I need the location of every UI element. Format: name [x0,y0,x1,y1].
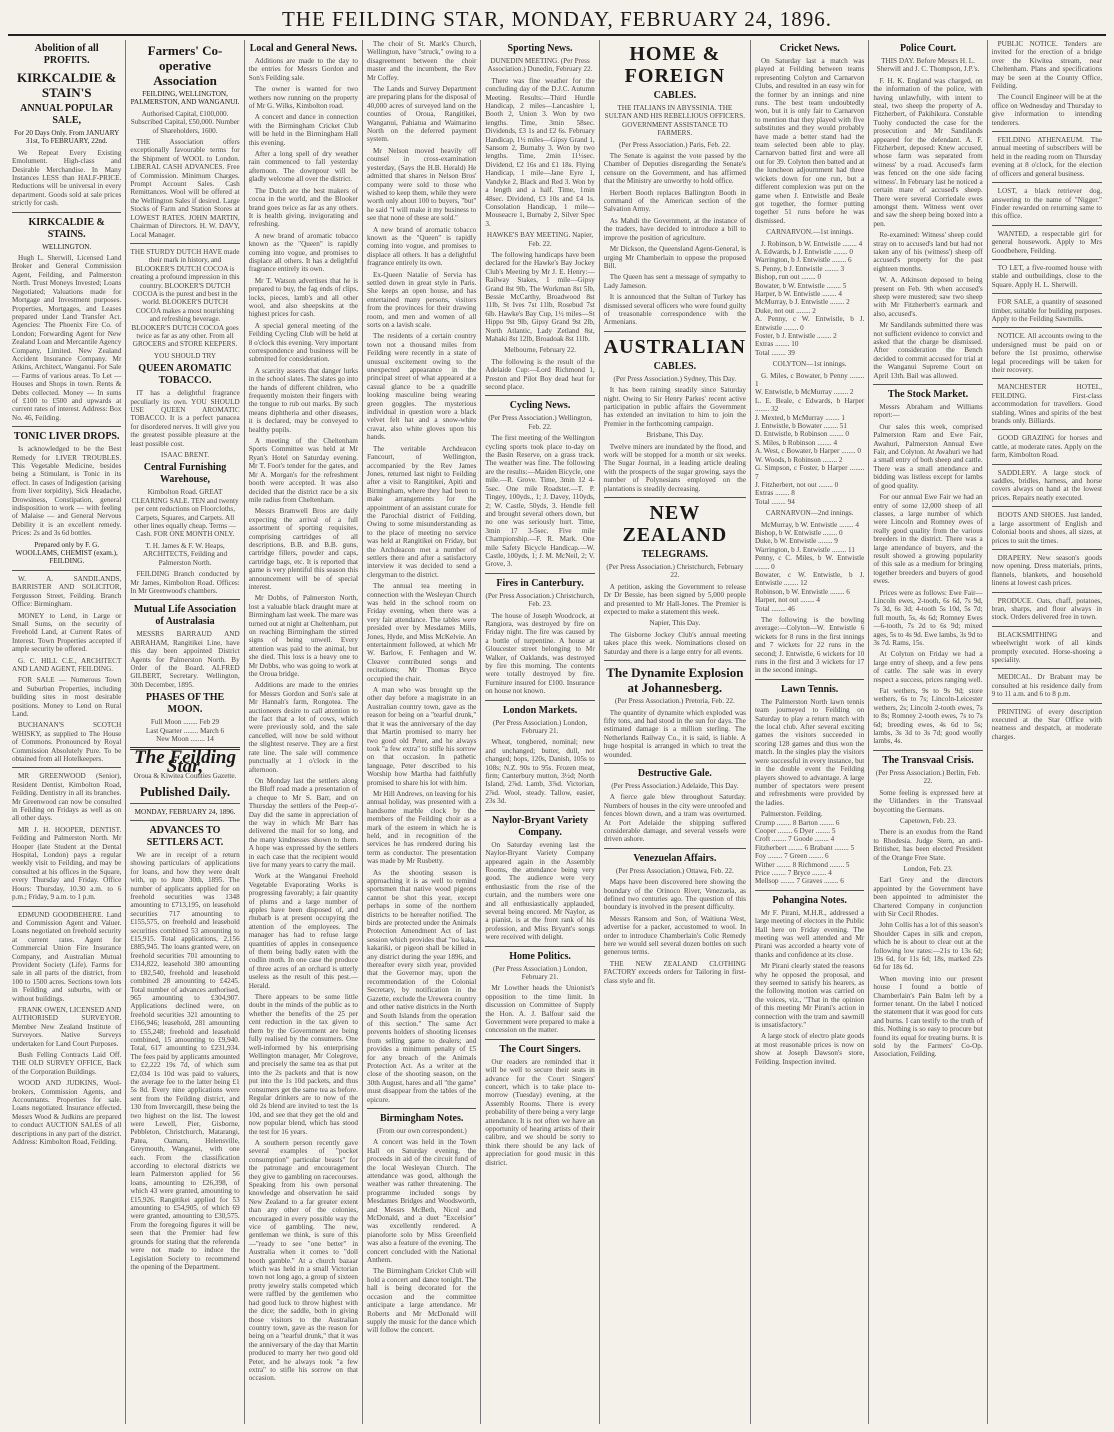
heading: KIRKCALDIE & STAIN'S [17,70,117,100]
text: WELLINGTON. [42,242,92,251]
heading: Venezuelan Affairs. [633,852,717,864]
column-5: Sporting News. DUNEDIN MEETING. (Per Press Association.) Dunedin, February 22. There was fine weather for the concluding day of the D.J.C. Autumn Meeting. Results:—Third Hurdle Handicap, 2 miles—Lancashire 1, Booth 2, Union 3. Won by two lengths. Time, 3min 58sec. Dividends, £3 1s and £2 6s. February Handicap, 1½ miles—Gipsy Grand 1, Sansom 2, Burnaby 3. Won by two lengths. Time, 2min 11½sec. Dividend, £2 16s and £1 18s. Flying Handicap, 1 mile—Jane Eyre 1, Vandyke 2, Black and Red 3. Won by a length and a half. Time, 1min 48sec. Dividend, £3 10s and £4 1s. Consolation Handicap, 1 mile—Mouseacre 1, Burnaby 2, Silver Spec 3. HAWKE'S BAY MEETING. Napier, Feb. 22. The following handicaps have been declared for the Hawke's Bay Jockey Club's Meeting by Mr J. E. Henry:— Railway Stakes, 1 mile—Gipsy Grand 8st 9lb, The Workman 8st 5lb, Bessie McCarthy, Broadwood 8st 11lb, St Ives 7st 11lb, Rosebud 7st 6lb. Hawke's Bay Cup, 1½ miles—St Hippo 9st 9lb, Gipsy Grand 9st 2lb, North Atlantic, Lady Zetland 8st, Mahaki 8st 12lb, Broadoak 8st 11lb. Melbourne, February 22. The following is the result of the Adelaide Cup:—Lord Richmond 1, Preston and Pilot Boy dead heat for second place. Cycling News. (Per Press Association.) Wellington, Feb. 22. The first meeting of the Wellington cycling sports took place to-day on the Basin Reserve, on a grass track. The weather was fine. The following are the results:—Maiden Bicycle, one mile.—R. Grove. Time, 3min 12 4-5sec. One mile Roadster.—T. P. Tingey, 100yds., 1; J. Davey, 110yds, 2; W. Castle, 50yds, 3. Hendle fell and brought several others down, but no one was seriously hurt. Time, 3min 17 3-5sec. Five mile Championship.—F. R. Mark. One mile Safety Bicycle Handicap.—W. Castle, 100yds, 1; J. M. McNeil, 2; V. Grove, 3. Fires in Canterbury. (Per Press Association.) Christchurch, Feb. 23. The house of Joseph Woodcock, at Rangiora, was destroyed by fire on Friday night. The fire was caused by a bottle of turpentine. A house at Gloucester street belonging to Mr Walker, of Oaklands, was destroyed by fire this morning. The contents were totally destroyed by fire. Furniture insured for £100. Insurance on house not known. London Markets. (Per Press Association.) London, February 21. Wheat, tongbered, nominal; new and unchanged; butter, dull, not changed; hops, 120s, Danish, 105s to 108s; N.Z. 90s to 95s. Frozen meat, firm; Canterbury mutton, 3½d; North Island, 2⅞d. Lamb, 3⅞d. Victorian, 2⅞d. Wool, steady. Tallow, easier, 23s 3d. Naylor-Bryant Variety Company. On Saturday evening last the Naylor-Bryant Variety Company appeared again in the Assembly Rooms, the attendance being very good. The audience were very enthusiastic from the rise of the curtain, and the numbers were one and all enthusiastically applauded, several being encored. Mr Naylor, as a pianist, is at the front rank of his profession, and Miss Bryant's songs were received with delight. Home Politics. (Per Press Association.) London, February 21. Mr Lowther heads the Unionist's opposition to the time limit. In discussion on Committee of Supply the Hon. A. J. Balfour said the Government were prepared to make a concession on the matter. The Court Singers. Our readers are reminded that it will be well to secure their seats in advance for the Court Singers' concert, which is to take place to-morrow (Tuesday) evening, at the Assembly Rooms. There is every probability of there being a very large attendance. It is not often we have an opportunity of hearing artists of their calibre, and we should be sorry to think there should be any lack of appreciation for good music in this district. [481,40,599,1424]
column-7: Cricket News. On Saturday last a match was played at Feilding between teams representing Colyton and Carnarvon Clubs, and resulted in an easy win for the former by an innings and nine runs. The best team undoubtedly won, but it is only fair to Carnarvon to mention that they played with five substitutes and they would probably have made a better stand had the team selected been able to play. Carnarvon batted first and were all out for 39. Colyton then batted and at the luncheon adjournment had three wickets down for one run, but a different complexion was put on the game when J. Entwistle and Beale got together, the former putting together 51 runs before he was dismissed. CARNARVON.—1st innings. J. Robinson, b W. Entwistle ........ 4 A. Edwards, b J. Entwistle ........ 0 Warrington, b J. Entwistle ........ 6 S. Penny, b J. Entwistle ........ 3 Bishop, run out ........ 0 Bowater, b W. Entwistle ........ 5 Harper, b W. Entwistle ........ 4 McMurray, b J. Entwistle ........ 2 Duke, not out ........ 2 A. Penny, c W. Entwistle, b J. Entwistle ........ 0 Foster, b J. Entwistle ........ 2 Extras ........ 10 Total ........ 39 COLYTON—1st innings. G. Miles, c Bowater, b Penny ........ 1 W. Entwistle, b McMurray ........ 2 L. E. Beale, c Edwards, b Harper ........ 32 J. Mexted, b McMurray ........ 1 J. Entwistle, b Bowater ........ 51 D. Entwistle, b Robinson ........ 0 S. Miles, b Robinson ........ 4 A. West, c Bowater, b Harper ........ 0 W. Woods, b Robinson ........ 2 G. Simpson, c Foster, b Harper ........ 7 J. Fitzherbert, not out ........ 0 Extras ........ 8 Total ........ 94 CARNARVON—2nd innings. McMurray, b W. Entwistle ........ 4 Bishop, b W. Entwistle ........ 0 Duke, b W. Entwistle ........ 9 Warrington, b J. Entwistle ........ 11 Penny, c C. Miles, b W. Entwistle ........ 0 Bowater, c W. Entwistle, b J. Entwistle ........ 12 Robinson, b W. Entwistle ........ 6 Harper, not out ........ 4 Total ........ 46 The following is the bowling average:—Colyton—W. Entwistle 6 wickets for 8 runs in the first innings and 7 wickets for 22 runs in the second; J. Entwistle, 6 wickets for 10 runs in the first and 3 wickets for 17 in the second innings. Lawn Tennis. The Palmerston North lawn tennis team journeyed to Feilding on Saturday to play a return match with the local club. After several exciting games the visitors succeeded in scoring 128 games and thus won the match. In the singles play the visitors were successful in every instance, but in the double event the Feilding players showed to advantage. A large number of spectators were present and refreshments were provided by the ladies. Palmerston. Feilding. Crump ........ 8 Barton ........ 6 Cooper ........ 6 Dyer ........ 5 Croft ........ 7 Goode ........ 4 Fitzherbert ........ 6 Brabant ........ 5 Foy ........ 7 Green ........ 6 Wither ........ 8 Richmond ........ 5 Price ........ 7 Bryce ........ 4 Mellsop ........ 7 Graves ........ 6 Pohangina Notes. Mr F. Pirani, M.H.R., addressed a large meeting of electors in the Public Hall here on Friday evening. The meeting was well attended and Mr Pirani was accorded a hearty vote of thanks and confidence at its close. Mr Pirani clearly stated the reasons why he opposed the proposal, and they seemed to satisfy his hearers, as the following motion was carried on the voices, viz., "That in the opinion of this meeting Mr Pirani's action in connection with the tram and sawmill is unsatisfactory." A large stock of electro plate goods at most reasonable prices is now on show at Joseph Dawson's store, Feilding. Inspection invited. [751,40,869,1424]
heading: Pohangina Notes. [772,894,847,906]
newspaper-logo: The Feilding Star, [134,747,236,777]
columns [8,40,1106,1424]
heading: TONIC LIVER DROPS. [13,431,120,443]
heading: Sporting News. [507,43,573,54]
heading: QUEEN AROMATIC TOBACCO. [138,363,232,387]
heading: Abolition of all PROFITS. [34,43,99,66]
heading: NEW ZEALAND [622,502,728,547]
heading: CABLES. [653,360,697,372]
heading: HOME & FOREIGN [624,43,726,87]
heading: Fires in Canterbury. [496,577,584,589]
column-2: Farmers' Co-operative Association FEILDING, WELLINGTON, PALMERSTON, AND WANGANUI. Authorised Capital, £100,000. Subscribed Capital, £50,000. Number of Shareholders, 1600. THE Association offers exceptionally favourable terms for the Shipment of WOOL to London. LIBERAL CASH ADVANCES. Free of Commission. Minimum Charges. Prompt Account Sales. Cash Remittances. Wool will be offered at the Wellington Sales if desired. Large Stocks of Farm and Station Stores at LOWEST RATES. JOHN MARTIN, Chairman of Directors. H. W. DAVY, Local Manager. THE STURDY DUTCH HAVE made their mark in history, and BLOOKER'S DUTCH COCOA is creating a profound impression in this country. BLOOKER'S DUTCH COCOA is the purest and best in the world. BLOOKER'S DUTCH COCOA makes a most nourishing and refreshing beverage. BLOOKER'S DUTCH COCOA goes twice as far as any other. From all GROCERS and STORE KEEPERS. YOU SHOULD TRY QUEEN AROMATIC TOBACCO. IT has a delightful fragrance peculiarly its own. YOU SHOULD USE QUEEN AROMATIC TOBACCO. It is a perfect panacea for disordered nerves. It will give you the greatest possible pleasure at the least possible cost. ISAAC BRENT. Central Furnishing Warehouse, Kimbolton Road. GREAT CLEARING SALE. TEN and twenty per cent reductions on Floorcloths, Carpets, Squares, and Carpets. All other lines equally cheap. Terms — Cash. FOR ONE MONTH ONLY. T. H. James & F. W. Heaps, ARCHITECTS, Feilding and Palmerston North. FEILDING Branch conducted by Mr James, Kimbolton Road. Offices: In Mr Greenwood's chambers. Mutual Life Association of Australasia MESSRS BARRAUD AND ABRAHAM, Rangitikei Line, have this day been appointed District Agents for Palmerston North. By Order of the Board. ALFRED GILBERT, Secretary. Wellington, 30th December, 1895. PHASES OF THE MOON. Full Moon ........ Feb 29 Last Quarter ........ March 6 New Moon ........ 14 The Feilding Star, Oroua & Kiwitea Counties Gazette. Published Daily. MONDAY, FEBRUARY 24, 1896. ADVANCES TO SETTLERS ACT. We are in receipt of a return showing particulars of applications for loans, and how they were dealt with, up to June 30th, 1895. The number of applicants applied for on freehold securities was 1348 amounting to £713,195, on leasehold securities 717 amounting to £155,575, on freehold and leasehold securities combined 53 amounting to £15,915. Total applications, 2,156 £885,945. The loans granted were, on freehold securities 701 amounting to £314,822, leasehold 380 amounting to £82,540, freehold and leasehold combined 28 amounting to £4245. Total number of advances authorised, 965 amounting to £304,907. Applications declined were, on freehold securities 321 amounting to £166,946; leasehold, 281 amounting to £55,248; freehold and leasehold combined, 15 amounting to £9,940. Total, 617 amounting to £231,934. The fees paid by applicants amounted to £2,222 19s 7d, of which sum £2,034 1s 10d was paid to valuers, the average fee to the latter being £1 5s 8d. Every nine applications were sent from the Feilding district, and 130 from Invercargill, these being the two highest on the list. The lowest were Lewell, Pier, Gisborne, Pebbleton, Christchurch, Matarangi, Patea, Oamaru, Helensville, Greymouth, Wanganui, with one each. From the classification according to electoral districts we learn Palmerston applied for 56 loans, amounting to £26,398, of which 43 were granted, amounting to £15,926. Rangitikei applied for 53 amounting to £54,905, of which 69 were granted, amounting to £30,575. From the foregoing figures it will be seen that the Premier had few grounds for stating that the referenda were not made to induce the Legislation Society to recommend the opening of the Department. [126,40,244,1424]
heading: ANNUAL POPULAR SALE, [20,103,114,126]
heading: Cricket News. [779,43,840,54]
heading: London Markets. [502,704,578,716]
heading: Home Politics. [509,950,571,962]
heading: Cycling News. [509,400,571,412]
column-9: PUBLIC NOTICE. Tenders are invited for the erection of a bridge over the Kiwitea stream, near Cheltenham. Plans and specifications may be seen at the County Office, Feilding. The Council Engineer will be at the office on Wednesday and Thursday to give information to intending tenderers. FEILDING ATHENAEUM. The annual meeting of subscribers will be held in the reading room on Thursday evening at 8 o'clock, for the election of officers and general business. LOST, a black retriever dog, answering to the name of "Nigger." Finder rewarded on returning same to this office. WANTED, a respectable girl for general housework. Apply to Mrs Goodbehere, Feilding. TO LET, a five-roomed house with stable and outbuildings, close to the Square. Apply H. L. Sherwill. FOR SALE, a quantity of seasoned timber, suitable for building purposes. Apply to the Feilding Sawmills. NOTICE. All accounts owing to the undersigned must be paid on or before the 1st proximo, otherwise legal proceedings will be taken for their recovery. MANCHESTER HOTEL, FEILDING. First-class accommodation for travellers. Good stabling. Wines and spirits of the best brands only. Billiards. GOOD GRAZING for horses and cattle, at moderate rates. Apply on the farm, Kimbolton Road. SADDLERY. A large stock of saddles, bridles, harness, and horse covers always on hand at the lowest prices. Repairs neatly executed. BOOTS AND SHOES. Just landed, a large assortment of English and Colonial boots and shoes, all sizes, at prices to suit the times. DRAPERY. New season's goods now opening. Dress materials, prints, flannels, blankets, and household linens at lowest cash prices. PRODUCE. Oats, chaff, potatoes, bran, sharps, and flour always in stock. Orders delivered free in town. BLACKSMITHING and wheelwright work of all kinds promptly executed. Horse-shoeing a speciality. MEDICAL. Dr Brabant may be consulted at his residence daily from 9 to 11 a.m. and 6 to 8 p.m. PRINTING of every description executed at the Star Office with neatness and despatch, at moderate charges. [991,40,1102,741]
heading: Lawn Tennis. [781,683,839,695]
column-6: HOME & FOREIGN CABLES. THE ITALIANS IN ABYSSINIA. THE SULTAN AND HIS REBELLIOUS OFFICERS. GOVERNMENT ASSISTANCE TO FARMERS. (Per Press Association.) Paris, Feb. 22. The Senate is against the vote passed by the Chamber of Deputies disregarding the Senate's censure on the Government, and has affirmed that the Ministry are unworthy to hold office. Herbert Booth replaces Ballington Booth in command of the American section of the Salvation Army. As Mahdi the Government, at the instance of the traders, have decided to introduce a bill to improve the position of agriculture. Mr Dickson, the Queensland Agent-General, is urging Mr Chamberlain to oppose the proposed Bill. The Queen has sent a message of sympathy to Lady Jameson. It is announced that the Sultan of Turkey has dismissed several officers who were found guilty of treasonable correspondence with the Armenians. AUSTRALIAN CABLES. (Per Press Association.) Sydney, This Day. It has been raining steadily since Saturday night. Owing to Sir Henry Parkes' recent active participation in public affairs the Government has extended an invitation to him to join the Premier in the forthcoming campaign. Brisbane, This Day. Twelve miners are inundated by the flood, and work will be stopped for a month or six weeks. The Sugar Journal, in a leading article dealing with the prospects of the sugar growing, says the number of Polynesians employed on the plantations is steadily decreasing. NEW ZEALAND TELEGRAMS. (Per Press Association.) Christchurch, February 22. A petition, asking the Government to release Dr Dr Bessie, has been signed by 5,000 people and presented to Mr Hall-Jones. The Premier is expected to make a statement this week. Napier, This Day. The Gisborne Jockey Club's annual meeting takes place this week. Nominations closed on Saturday and there is a large entry for all events. The Dynamite Explosion at Johannesberg. (Per Press Association.) Pretoria, Feb. 22. The quantity of dynamite which exploded was fifty tons, and had stood in the sun for days. The estimated damage is a million sterling. The Netherlands Railway Co., it is said, is liable. A huge hospital is arranged in which to treat the wounded. Destructive Gale. (Per Press Association.) Adelaide, This Day. A fierce gale blew throughout Saturday. Numbers of houses in the city were unroofed and fences blown down, and a tram was overturned. At Port Adelaide the shipping suffered considerable damage, and several vessels were driven ashore. Venezuelan Affairs. (Per Press Association.) Ottawa, Feb. 22. Maps have been discovered here showing the boundary of the Orinoco River, Venezuela, as defined two centuries ago. The question of this boundary is involved in the present difficulty. Messrs Ransom and Son, of Waitiuna West, advertise for a packer, accustomed to wool. In order to introduce Chamberlain's Colic Remedy here we would sell several dozen bottles on such generous terms. THE NEW ZEALAND CLOTHING FACTORY exceeds orders for Tailoring in first-class style and fit. [600,40,751,1424]
heading: TELEGRAMS. [641,549,709,561]
heading: KIRKCALDIE & STAINS. [28,216,105,240]
column-3: Local and General News. Additions are made to the day to the entries for Messrs Gordon and Son's Feilding sale. The owner is wanted for two wethers now running on the property of Mr G. Wilks, Kimbolton road. A concert and dance in connection with the Birmingham Cricket Club will be held in the Birmingham Hall this evening. After a long spell of dry weather rain commenced to fall yesterday afternoon. The downpour will be gladly welcome all over the district. The Dutch are the best makers of cocoa in the world, and the Blooker brand goes twice as far as any others. It is health giving, invigorating and refreshing. A new brand of aromatic tobacco known as the "Queen" is rapidly coming into vogue, and promises to displace all others. It has a delightful fragrance entirely its own. Mr T. Watson advertises that he is prepared to buy, the fag ends of clips, locks, pieces, lamb's and all other wool, and also sheepskins at the highest prices for cash. A special general meeting of the Feilding Cycling Club will be held at 8 o'clock this evening. Very important correspondence and business will be submitted for consideration. A scarcity asserts that danger lurks in the school slates. The slates go into the hands of different children, who frequently moisten their fingers with the tongue to rub out marks. By such means diphtheria and other diseases, it is declared, may be conveyed to healthy pupils. A meeting of the Cheltenham Sports Committee was held at Mr Ryan's Hotel on Saturday evening. Mr T. Foot's tender for the gates, and Mr A. Morgan's for the refreshment booth were accepted. It was also decided that the district race be a six mile radius from Cheltenham. Messrs Bramwell Bros are daily expecting the arrival of a full assortment of sporting requisites, comprising cartridges of all descriptions, B.B. and B.B. guns, cartridge fillers, powder and caps, cartridge bags, etc. It is reported that game is very plentiful this season this announcement will be of special interest. Mr Dobbs, of Palmerston North, lost a valuable black draught mare at Birmingham last week. The mare was turned out at night at Cheltenham, put on reaching Birmingham the stirred signs of being unwell. Every attention was paid to the animal, but she died. This loss is a heavy one to Mr Dobbs, who was going to work at the Oroua bridge. Additions are made to the entries for Messrs Gordon and Son's sale at Mr Hannah's farm, Rongotea. The auctioneers desire to call attention to the fact that a lot of cows, which were previously sold, and the sale cancelled, will now be sold without the slightest reserve. They are a first rate line. The sale will commence punctually at 1 o'clock in the afternoon. On Monday last the settlers along the Bluff road made a presentation of a cheque to Mr S. Barr, and on Thursday the settlers of the Peep-o'-Day did the same in appreciation of the way in which Mr Barr has delivered the mail for so long, and the many kindnesses shown to them. A hope was expressed by the settlers in each case that the recipient would live for many years to carry the mail. Work at the Wanganui Freehold Vegetable Evaporating Works is progressing favorably; a fair quantity of plums and a large number of apples have been disposed of, and rhubarb is at present occupying the attention of the employees. The manager has had to refuse large quantities of apples in consequence of them being badly eaten with the codlin moth. In one case the produce of three acres of an orchard is utterly useless as the result of this pest.—Herald. There appears to be some little doubt in the minds of the public as to whether the benefits of the 25 per cent reduction in the tax given to them by the Government are being fully realised by the consumers. One well-informed by his enterprising Wellington manager, Mr Colegrove, and precisely the same tea as that put into the 2s packets and that is now put into the 1s 10d packets, and thus consumers get the same tea as before. Regular drinkers are to now of the old 2s blend are invited to test the 1s 10d, and see that they get the old and now popular blend, which has stood the test for 16 years. A southern person recently gave several examples of "pocket consumption" particular beasts" for the patronage and encouragement they give to gambling on racecourses. Speaking from his own personal knowledge and observation he said New Zealand to a far greater extent than any other of the colonies, encouraged in every possible way the vice of gambling. The new, gentleman we think, is sure of this—"ready to see "one better" in Australia when it comes to "doll booth gamble." At a church bazaar which was held in a small Victorian town not long ago, a group of sixteen pretty jewelry stalls competed which were raffled by the gentlemen who had good luck to throw highest with the dice; the saddle, both in giving those visitors to the Australian country town, gave as the reason for being on a "tearful drunk," that it was the anniversary of the day that Martin produced to marry her two good old Peter, and he always took "a few extra" to stifle his sorrow on that occasion. [245,40,363,1424]
heading: The Stock Market. [887,389,969,401]
heading: The Transvaal Crisis. [882,754,974,766]
heading: Police Court. [899,43,957,54]
heading: Farmers' Co-operative Association [147,43,223,88]
heading: Local and General News. [249,43,357,54]
column-1: Abolition of all PROFITS. KIRKCALDIE & STAIN'S ANNUAL POPULAR SALE, For 20 Days Only. From JANUARY 31st, To FEBRUARY, 22nd. We Repeat Every Existing Emolument. High-class and Desirable Merchandise. In Many Instances LESS than HALF-PRICE. Reductions will be universal in every department. Goods sold at sale prices strictly for cash. KIRKCALDIE & STAINS. WELLINGTON. Hugh L. Sherwill, Licensed Land Broker and General Commission Agent, Feilding, and Palmerston North. Trust Moneys Invested; Loans Negotiated; Valuations made for Mortgage and Investment purposes. Properties, Mortgages, and Leases prepared under Land Transfer Act. Agencies: The Phoenix Fire Co. of London; Forwarding Agent for New Zealand Loan and Mercantile Agency Company, Limited. New Zealand Accident Insurance Company. Mr Atkins, Architect, Wanganui. For Sale — Farms of various areas. To Let — Houses and Shops in town. Rents & Debts collected. Money — In sums of £100 to £500 and upwards at current rates of interest. Address: Box No. 46, Feilding. TONIC LIVER DROPS. Is acknowledged to be the Best Remedy for LIVER TROUBLES. This Vegetable Medicine, besides being a Stimulant, is Tonic in its effect. In cases of Indigestion (arising from liver torpidity), Sick Headache, Drowsiness, Constipation, general indisposition to work — with feeling of Malaise — and General Nervous Debility it is an excellent remedy. Prices: 2s and 3s 6d bottles. Prepared only by F. G. WOOLLAMS, CHEMIST (exam.), FEILDING. W. A. SANDILANDS, BARRISTER AND SOLICITOR, Fergusson Street, Feilding. Branch Office: Birmingham. MONEY to Lend, in Large or Small Sums, on the security of Freehold Land, at Current Rates of Interest. Town Properties accepted if ample security be offered. G. C. HILL C.E., ARCHITECT AND LAND AGENT, FEILDING. FOR SALE — Numerous Town and Suburban Properties, including building sites in most desirable positions. Money to Lend on Rural Land. BUCHANAN'S SCOTCH WHISKY, as supplied to The House of Commons. Pronounced by Royal Commission Absolutely Pure. To be obtained from all Hotelkeepers. MR GREENWOOD (Senior), Resident Dentist, Kimbolton Road, Feilding. Dentistry in all its branches. Mr Greenwood can now be consulted in Feilding on Fridays as well as on all other days. MR J. H. HOOPER, DENTIST. Feilding and Palmerston North. Mr Hooper (late Student at the Dental Hospital, London) pays a regular weekly visit to Feilding, and may be consulted at his offices in the Square, every Thursday and Friday. Office Hours: Thursday, 10.30 a.m. to 6 p.m.; Friday, 9 a.m. to 1 p.m. EDMUND GOODBEHERE. Land and Commission Agent and Valuer. Loans negotiated on freehold security at current rates. Agent for Commercial Union Fire Insurance Company, and Australian Mutual Provident Society (Life). Farms for sale in all parts of the district, from 100 to 1500 acres. Sections town lots in Feilding and suburbs, with or without buildings. FRANK OWEN, LICENSED AND AUTHORISED SURVEYOR. Member New Zealand Institute of Surveyors. Native Surveys undertaken for Land Court Purposes. Bush Felling Contracts Laid Off. THE OLD SURVEY OFFICE, Back of the Corporation Buildings. WOOD AND JUDKINS, Wool-brokers, Commission Agents, and Accountants. Properties for sale. Loans negotiated. Insurance effected. Messrs Wood & Judkins are prepared to conduct AUCTION SALES of all descriptions in any part of the district. Address: Kimbolton Road, Feilding. [8,40,126,1424]
heading: Destructive Gale. [637,767,712,779]
heading: Published Daily. [139,783,231,799]
heading: CABLES. [653,90,697,101]
text: Prepared only by F. G. WOOLLAMS, CHEMIST (exam.), FEILDING. [15,540,118,566]
column-4: The choir of St. Mark's Church, Wellington, have "struck," owing to a disagreement between the choir master and the incumbent, the Rev Mr Coffey. The Lands and Survey Department are preparing plans for the disposal of 40,000 acres of surveyed land on the counties of Oroua, Rangitikei, Wanganui, Pahiatua and Waimarino North on the deferred payment system. Mr Nelson moved heavily off counsel in cross-examination yesterday, (Says the H.B. Herald) He admitted that shares in Nelson Bros' company were sold to those who wished to keep them, while they were worth only about 100 to buyers, "but" he said "I will make it my business to see that none of these are sold." A new brand of aromatic tobacco known as the "Queen" is rapidly coming into vogue, and promises to displace all others. It has a delightful fragrance entirely its own. Ex-Queen Natalie of Servia has settled down in great style in Paris. She keeps an open house, and has entertained many persons, visitors from the provinces for their drawing room, and men and women of all sorts on a lavish scale. The residents of a certain country town not a thousand miles from Feilding were recently in a state of unusual excitement owing to the unexpected appearance in the principal street of what appeared at a casual glance to be a quadrille looking masculine being wearing green goggles. The mysterious individual in question wore a black velvet felt hat and a snow-white cravat, also white gloves upon his hands. The veritable Archdeacon Fancourt, of Wellington, accompanied by the Rev James Jones, returned last night to Feilding after a visit to Rangitikei, Apiti and Birmingham, where they had been to make arrangements for the appointment of an assistant curate for the Parochial district of Feilding. Owing to some misunderstanding as to the place of meeting no service was held at Rangitikei on Friday, but the Archdeacon met a number of settlers there and after a satisfactory interview it was decided to send a clergyman to the district. The annual tea meeting in connection with the Wesleyan Church was held in the school room on Friday evening, when there was a very fair attendance. The tables were presided over by Mesdames Mills, Jones, Hyde, and Miss McKelvie. An entertainment followed, at which Mr W. Barlow, F. Fenhagen and W. Cleaver contributed songs and recitations; Mr Thomas Bryce occupied the chair. A man who was brought up the other day before a magistrate in an Australian country town, gave as the reason for being on a "tearful drunk," that it was the anniversary of the day that Martin promised to marry her two good old Peter, and he always took "a few extra" to stifle his sorrow on that occasion. In pathetic language, Peter described to his Worship how Martha had faithfully promised to share his lot with him. Mr Hill Andrews, on leaving for his annual holiday, was presented with a handsome marble clock by the members of the Feilding choir as a mark of the esteem in which he is held, and in recognition of the services he has rendered during his term as conductor. The presentation was made by Mr Rusbetty. As the shooting season is approaching it is as well to remind sportsmen that native wood pigeons cannot be shot this year, except perhaps in some of the northern districts to be hereafter notified. The birds are protected under the Animals Protection Amendment Act of last session which provides that "no kaka, kakariki, or pigeon shall be killed in any district during the year 1896, and thereafter every sixth year, provided that the Governor may, upon the recommendation of the Colonial Secretary, by notification in the Gazette, exclude the Urewera country and other native districts in the North and South Islands from the operation of this section." The same Act prevents holders of shooting licenses from selling game to dealers; and provides a minimum penalty of £5 for any breach of the Animals Protection Act. As a writer at the close of the shooting season, on the 30th August, hares and all "the game" must disappear from the tables of the epicure. Birmingham Notes. (From our own correspondent.) A concert was held in the Town Hall on Saturday evening, the proceeds in aid of the circuit fund of the local Wesleyan Church. The attendance was good, although the weather was rather threatening. The programme included songs by Mesdames Bridges and Woodsworth, and Messrs McBeth, Nicol and McDonald, and a duet "Excelsior" was excellently rendered. A pianoforte solo by Miss Greenfield was also a feature of the evening. The concert concluded with the National Anthem. The Birmingham Cricket Club will hold a concert and dance tonight. The hall is being decorated for the occasion and the committee anticipate a large attendance. Mr Roberts and Mr McDonald will supply the music for the dance which will follow the concert. [363,40,481,1424]
text: FEILDING, WELLINGTON, PALMERSTON, AND WANGANUI. [130,90,240,107]
heading: Central Furnishing Warehouse, [143,462,227,486]
heading: PHASES OF THE MOON. [145,692,225,716]
heading: The Court Singers. [499,1043,581,1055]
heading: AUSTRALIAN [603,335,746,358]
issue-date: MONDAY, FEBRUARY 24, 1896. [134,807,236,816]
text: For 20 Days Only. From JANUARY 31st, To FEBRUARY, 22nd. [13,129,120,146]
newspaper-page [8,4,1106,1424]
heading: Naylor-Bryant Variety Company. [492,814,589,838]
heading: ADVANCES TO SETTLERS ACT. [146,825,224,848]
heading: The Dynamite Explosion at Johannesberg. [606,665,744,696]
heading: Mutual Life Association of Australasia [133,604,237,628]
masthead: THE FEILDING STAR, MONDAY, FEBRUARY 24, 1896. [8,4,1106,36]
heading: Birmingham Notes. [380,1112,464,1124]
column-8: Police Court. THIS DAY. Before Messrs H. L. Sherwill and J. C. Thompson, J.P.'s. F. H. K. England was charged, on the information of the police, with having unlawfully, with intent to steal, two sheep the property of A. Fitzherbert, of Pakihikura. Constable Tuohy conducted the case for the prosecution and Mr Sandilands appeared for the defendant. A. F. Fitzherbert, deposed: Knew accused, whose farm was separated from witness' by a road. Accused's farm was fenced on the one side facing witness'. In February last he noticed a certain mare of accused's sheep. There were several Corriedale ewes amongst them. Witness went over and saw the sheep being boxed into a pen. Re-examined: Witness' sheep could stray on to accused's land but had not taken any of his (witness') sheep off accused's property for the past eighteen months. W. A. Atkinson deposed to being present on Feb. 9th when accused's sheep were mustered; saw two sheep with Mr Fitzherbert's earmark and also, accused's. Mr Sandilands submitted there was not sufficient evidence to convict and asked that the charge be dismissed. After consideration the Bench decided to commit accused for trial at the Wanganui Supreme Court on April 13th. Bail was allowed. The Stock Market. Messrs Abraham and Williams report:— Our sales this week, comprised Palmerston Ram and Ewe Fair, Awahuri, Palmerston Annual Ewe Fair, and Colyton. At Awahuri we had a small entry of both sheep and cattle. There was a small attendance and bidding was listless except for lambs of good quality. For our annual Ewe Fair we had an entry of some 12,000 sheep of all classes, a large number of which were Lincoln and Romney ewes of really good quality from the various breeders in the district. There was a large attendance of buyers, and the result showed a growing popularity of this sale as a medium for bringing together breeders and buyers of good ewes. Prices were as follows: Ewe Fair—Lincoln ewes, 2-tooth, 6s 6d, 7s 9d, 7s 3d, 6s 3d; 4-tooth 5s 10d, 5s 7d; full mouth, 5s, 4s 6d; Romney Ewes—6-tooth, 7s 2d to 6s 9d; mixed ages, 5s to 4s 9d. Ewe lambs, 3s 9d to 3s 7d. Rams, 15s. At Colyton on Friday we had a large entry of sheep, and a few pens of cattle. The sale was in every respect a success, prices ranging well. Fat wethers, 9s to 9s 9d; store wethers, 6s to 7s; Lincoln-Leicester wethers, 2s; Lincoln 2-tooth ewes, 7s to 8s; Romney 2-tooth ewes, 7s to 7s 6d; breeding ewes, 4s 6d to 5s; lambs, 3s 3d to 3s 7d; good woolly lambs, 4s. The Transvaal Crisis. (Per Press Association.) Berlin, Feb. 22. Some feeling is expressed here at the Uitlanders in the Transvaal boycotting the Germans. Capetown, Feb. 23. There is an exodus from the Rand to Rhodesia. Judge Stern, an anti-Britisher, has been elected President of the Orange Free State. London, Feb. 23. Earl Grey and the directors appointed by the Government have been appointed to administer the Chartered Company in conjunction with Sir Cecil Rhodes. John Collis has a lot of this season's Shoulder Capes in silk and crepon, which he is about to clear out at the following low rates:—21s to 13s 6d; 19s 6d, for 11s 6d; 18s, marked 22s 6d for 18s 6d. When moving into our present house I found a bottle of Chamberlain's Pain Balm left by a former tenant. On the label I noticed the statement that it was good for cuts and burns. I can testify to the truth of this. Nothing is so easy to procure but found its equal for treating burns. It is sold by the Farmers' Co-Op. Association, Feilding. [869,40,987,1424]
